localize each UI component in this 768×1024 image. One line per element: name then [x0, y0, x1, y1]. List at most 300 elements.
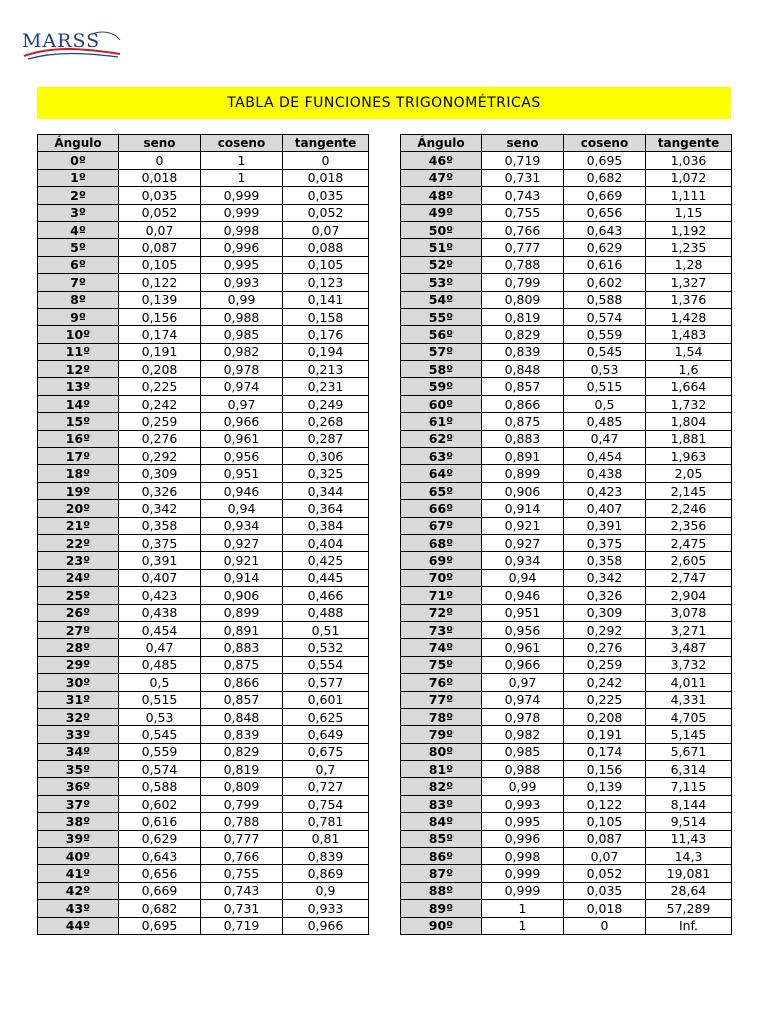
- sine-cell: 0,018: [119, 169, 201, 186]
- cosine-cell: 0,616: [564, 256, 646, 273]
- table-row: [401, 274, 732, 291]
- cosine-cell: 0,656: [564, 204, 646, 221]
- table-row: [401, 239, 732, 256]
- table-row: [38, 221, 369, 238]
- cosine-cell: 0,07: [564, 848, 646, 865]
- sine-cell: 0,47: [119, 639, 201, 656]
- sine-cell: 0,326: [119, 482, 201, 499]
- sine-cell: 0,105: [119, 256, 201, 273]
- table-row: [401, 152, 732, 169]
- sine-cell: 0: [119, 152, 201, 169]
- sine-cell: 0,139: [119, 291, 201, 308]
- table-row: [401, 674, 732, 691]
- table-row: [38, 534, 369, 551]
- angle-cell: 72º: [401, 604, 482, 621]
- tangent-cell: 19,081: [646, 865, 732, 882]
- header-sine: seno: [482, 135, 564, 152]
- tangent-cell: 4,331: [646, 691, 732, 708]
- cosine-cell: 0,921: [201, 552, 283, 569]
- table-row: [38, 691, 369, 708]
- angle-cell: 31º: [38, 691, 119, 708]
- table-row: [401, 187, 732, 204]
- tangent-cell: 0,158: [283, 308, 369, 325]
- tangent-cell: 0,384: [283, 517, 369, 534]
- sine-cell: 0,156: [119, 308, 201, 325]
- tangent-cell: 1,804: [646, 413, 732, 430]
- tangent-cell: 57,289: [646, 900, 732, 917]
- table-row: [401, 361, 732, 378]
- table-row: [38, 795, 369, 812]
- cosine-cell: 0,682: [564, 169, 646, 186]
- table-row: [38, 830, 369, 847]
- sine-cell: 0,719: [482, 152, 564, 169]
- sine-cell: 0,829: [482, 326, 564, 343]
- tangent-cell: 0,554: [283, 656, 369, 673]
- table-row: [38, 761, 369, 778]
- tangent-cell: 1,036: [646, 152, 732, 169]
- table-row: [401, 761, 732, 778]
- sine-cell: 0,996: [482, 830, 564, 847]
- sine-cell: 0,515: [119, 691, 201, 708]
- tangent-cell: 0,364: [283, 500, 369, 517]
- angle-cell: 70º: [401, 569, 482, 586]
- cosine-cell: 0,927: [201, 534, 283, 551]
- angle-cell: 59º: [401, 378, 482, 395]
- table-row: [38, 865, 369, 882]
- angle-cell: 62º: [401, 430, 482, 447]
- cosine-cell: 0,988: [201, 308, 283, 325]
- tangent-cell: 0,404: [283, 534, 369, 551]
- cosine-cell: 0,515: [564, 378, 646, 395]
- table-row: [38, 395, 369, 412]
- tangent-cell: 1,072: [646, 169, 732, 186]
- tangent-cell: 0,754: [283, 795, 369, 812]
- tangent-cell: 0: [283, 152, 369, 169]
- table-row: [401, 778, 732, 795]
- tangent-cell: 0,07: [283, 221, 369, 238]
- tangent-cell: 0,268: [283, 413, 369, 430]
- tangent-cell: 1,327: [646, 274, 732, 291]
- cosine-cell: 0,961: [201, 430, 283, 447]
- angle-cell: 5º: [38, 239, 119, 256]
- angle-cell: 67º: [401, 517, 482, 534]
- tangent-cell: 0,425: [283, 552, 369, 569]
- angle-cell: 76º: [401, 674, 482, 691]
- sine-cell: 0,978: [482, 708, 564, 725]
- cosine-cell: 0,358: [564, 552, 646, 569]
- tangent-cell: 1,111: [646, 187, 732, 204]
- table-row: [401, 517, 732, 534]
- cosine-cell: 1: [201, 169, 283, 186]
- cosine-cell: 0,829: [201, 743, 283, 760]
- sine-cell: 0,982: [482, 726, 564, 743]
- cosine-cell: 0,743: [201, 882, 283, 899]
- tangent-cell: 0,7: [283, 761, 369, 778]
- sine-cell: 0,891: [482, 448, 564, 465]
- cosine-cell: 0,998: [201, 221, 283, 238]
- tangent-cell: 1,235: [646, 239, 732, 256]
- sine-cell: 0,883: [482, 430, 564, 447]
- table-row: [401, 465, 732, 482]
- tangent-cell: 1,6: [646, 361, 732, 378]
- sine-cell: 0,743: [482, 187, 564, 204]
- sine-cell: 0,602: [119, 795, 201, 812]
- angle-cell: 52º: [401, 256, 482, 273]
- table-row: [38, 274, 369, 291]
- cosine-cell: 0: [564, 917, 646, 934]
- tangent-cell: 1,28: [646, 256, 732, 273]
- header-tangent: tangente: [646, 135, 732, 152]
- table-row: [38, 604, 369, 621]
- table-row: [38, 465, 369, 482]
- table-row: [401, 204, 732, 221]
- table-row: [38, 552, 369, 569]
- tangent-cell: 0,035: [283, 187, 369, 204]
- table-row: [401, 865, 732, 882]
- sine-cell: 0,906: [482, 482, 564, 499]
- angle-cell: 12º: [38, 361, 119, 378]
- table-row: [401, 569, 732, 586]
- angle-cell: 74º: [401, 639, 482, 656]
- marss-logo: [22, 26, 122, 66]
- angle-cell: 73º: [401, 621, 482, 638]
- sine-cell: 0,974: [482, 691, 564, 708]
- cosine-cell: 0,052: [564, 865, 646, 882]
- tangent-cell: 0,81: [283, 830, 369, 847]
- angle-cell: 78º: [401, 708, 482, 725]
- cosine-cell: 0,643: [564, 221, 646, 238]
- angle-cell: 44º: [38, 917, 119, 934]
- tangent-cell: 2,904: [646, 587, 732, 604]
- table-row: [38, 256, 369, 273]
- angle-cell: 65º: [401, 482, 482, 499]
- trig-table-right-body: [401, 152, 732, 935]
- sine-cell: 0,995: [482, 813, 564, 830]
- sine-cell: 0,485: [119, 656, 201, 673]
- cosine-cell: 0,999: [201, 187, 283, 204]
- tangent-cell: 3,732: [646, 656, 732, 673]
- table-row: [38, 500, 369, 517]
- sine-cell: 0,875: [482, 413, 564, 430]
- sine-cell: 0,087: [119, 239, 201, 256]
- angle-cell: 23º: [38, 552, 119, 569]
- sine-cell: 0,342: [119, 500, 201, 517]
- table-row: [38, 917, 369, 934]
- trig-table-right: [400, 134, 732, 935]
- tangent-cell: 0,601: [283, 691, 369, 708]
- angle-cell: 24º: [38, 569, 119, 586]
- sine-cell: 1: [482, 900, 564, 917]
- cosine-cell: 0,891: [201, 621, 283, 638]
- cosine-cell: 0,035: [564, 882, 646, 899]
- table-row: [401, 291, 732, 308]
- tangent-cell: 1,963: [646, 448, 732, 465]
- tangent-cell: 3,078: [646, 604, 732, 621]
- angle-cell: 17º: [38, 448, 119, 465]
- sine-cell: 0,259: [119, 413, 201, 430]
- angle-cell: 6º: [38, 256, 119, 273]
- cosine-cell: 0,946: [201, 482, 283, 499]
- cosine-cell: 0,974: [201, 378, 283, 395]
- angle-cell: 4º: [38, 221, 119, 238]
- table-row: [38, 743, 369, 760]
- table-row: [401, 378, 732, 395]
- table-row: [38, 656, 369, 673]
- tangent-cell: 0,675: [283, 743, 369, 760]
- angle-cell: 35º: [38, 761, 119, 778]
- sine-cell: 0,998: [482, 848, 564, 865]
- table-row: [38, 674, 369, 691]
- sine-cell: 0,927: [482, 534, 564, 551]
- table-row: [401, 221, 732, 238]
- sine-cell: 0,857: [482, 378, 564, 395]
- tangent-cell: 2,246: [646, 500, 732, 517]
- cosine-cell: 0,485: [564, 413, 646, 430]
- tangent-cell: 0,052: [283, 204, 369, 221]
- table-row: [401, 413, 732, 430]
- sine-cell: 0,777: [482, 239, 564, 256]
- tangent-cell: 1,664: [646, 378, 732, 395]
- tangent-cell: 2,05: [646, 465, 732, 482]
- table-row: [38, 569, 369, 586]
- cosine-cell: 0,914: [201, 569, 283, 586]
- sine-cell: 0,242: [119, 395, 201, 412]
- angle-cell: 85º: [401, 830, 482, 847]
- cosine-cell: 0,875: [201, 656, 283, 673]
- sine-cell: 0,985: [482, 743, 564, 760]
- cosine-cell: 0,996: [201, 239, 283, 256]
- cosine-cell: 0,454: [564, 448, 646, 465]
- table-row: [401, 900, 732, 917]
- sine-cell: 0,53: [119, 708, 201, 725]
- cosine-cell: 0,97: [201, 395, 283, 412]
- tangent-cell: 3,271: [646, 621, 732, 638]
- tangent-cell: 0,105: [283, 256, 369, 273]
- cosine-cell: 0,602: [564, 274, 646, 291]
- sine-cell: 0,988: [482, 761, 564, 778]
- tangent-cell: 0,194: [283, 343, 369, 360]
- sine-cell: 0,669: [119, 882, 201, 899]
- tangent-cell: 0,577: [283, 674, 369, 691]
- tangent-cell: 7,115: [646, 778, 732, 795]
- angle-cell: 41º: [38, 865, 119, 882]
- cosine-cell: 0,174: [564, 743, 646, 760]
- cosine-cell: 0,259: [564, 656, 646, 673]
- table-row: [38, 813, 369, 830]
- sine-cell: 0,99: [482, 778, 564, 795]
- angle-cell: 55º: [401, 308, 482, 325]
- angle-cell: 48º: [401, 187, 482, 204]
- angle-cell: 86º: [401, 848, 482, 865]
- sine-cell: 0,999: [482, 882, 564, 899]
- table-header-row: [401, 135, 732, 152]
- cosine-cell: 0,225: [564, 691, 646, 708]
- cosine-cell: 0,695: [564, 152, 646, 169]
- header-sine: seno: [119, 135, 201, 152]
- tangent-cell: 0,176: [283, 326, 369, 343]
- cosine-cell: 0,809: [201, 778, 283, 795]
- sine-cell: 0,993: [482, 795, 564, 812]
- sine-cell: 0,934: [482, 552, 564, 569]
- sine-cell: 0,866: [482, 395, 564, 412]
- angle-cell: 39º: [38, 830, 119, 847]
- tangent-cell: 1,192: [646, 221, 732, 238]
- angle-cell: 29º: [38, 656, 119, 673]
- tangent-cell: 0,781: [283, 813, 369, 830]
- cosine-cell: 0,292: [564, 621, 646, 638]
- cosine-cell: 0,156: [564, 761, 646, 778]
- cosine-cell: 0,53: [564, 361, 646, 378]
- tangent-cell: 0,51: [283, 621, 369, 638]
- tangent-cell: 0,9: [283, 882, 369, 899]
- sine-cell: 0,559: [119, 743, 201, 760]
- sine-cell: 0,191: [119, 343, 201, 360]
- table-row: [401, 691, 732, 708]
- angle-cell: 28º: [38, 639, 119, 656]
- cosine-cell: 0,375: [564, 534, 646, 551]
- tangent-cell: 11,43: [646, 830, 732, 847]
- angle-cell: 25º: [38, 587, 119, 604]
- trig-table-left: [37, 134, 369, 935]
- angle-cell: 43º: [38, 900, 119, 917]
- tangent-cell: 0,625: [283, 708, 369, 725]
- angle-cell: 56º: [401, 326, 482, 343]
- angle-cell: 49º: [401, 204, 482, 221]
- table-row: [38, 778, 369, 795]
- sine-cell: 0,799: [482, 274, 564, 291]
- tangent-cell: 0,088: [283, 239, 369, 256]
- table-row: [401, 795, 732, 812]
- table-row: [401, 708, 732, 725]
- cosine-cell: 0,819: [201, 761, 283, 778]
- tangent-cell: 0,933: [283, 900, 369, 917]
- table-row: [38, 430, 369, 447]
- angle-cell: 8º: [38, 291, 119, 308]
- sine-cell: 0,839: [482, 343, 564, 360]
- table-row: [38, 291, 369, 308]
- angle-cell: 60º: [401, 395, 482, 412]
- header-angle: Ángulo: [401, 135, 482, 152]
- table-row: [38, 361, 369, 378]
- tangent-cell: 5,145: [646, 726, 732, 743]
- table-row: [401, 395, 732, 412]
- cosine-cell: 0,982: [201, 343, 283, 360]
- table-row: [401, 552, 732, 569]
- angle-cell: 14º: [38, 395, 119, 412]
- angle-cell: 40º: [38, 848, 119, 865]
- sine-cell: 0,438: [119, 604, 201, 621]
- tangent-cell: 28,64: [646, 882, 732, 899]
- angle-cell: 61º: [401, 413, 482, 430]
- angle-cell: 3º: [38, 204, 119, 221]
- angle-cell: 27º: [38, 621, 119, 638]
- angle-cell: 38º: [38, 813, 119, 830]
- cosine-cell: 0,342: [564, 569, 646, 586]
- table-row: [401, 343, 732, 360]
- tangent-cell: 0,141: [283, 291, 369, 308]
- table-row: [38, 413, 369, 430]
- cosine-cell: 0,309: [564, 604, 646, 621]
- cosine-cell: 0,208: [564, 708, 646, 725]
- tangent-cell: 2,747: [646, 569, 732, 586]
- angle-cell: 36º: [38, 778, 119, 795]
- table-row: [38, 482, 369, 499]
- cosine-cell: 0,559: [564, 326, 646, 343]
- angle-cell: 58º: [401, 361, 482, 378]
- tangent-cell: 1,54: [646, 343, 732, 360]
- angle-cell: 63º: [401, 448, 482, 465]
- tangent-cell: 0,649: [283, 726, 369, 743]
- sine-cell: 0,545: [119, 726, 201, 743]
- tangent-cell: 0,727: [283, 778, 369, 795]
- tangent-cell: 0,966: [283, 917, 369, 934]
- angle-cell: 81º: [401, 761, 482, 778]
- angle-cell: 20º: [38, 500, 119, 517]
- table-row: [401, 726, 732, 743]
- sine-cell: 0,174: [119, 326, 201, 343]
- cosine-cell: 0,731: [201, 900, 283, 917]
- cosine-cell: 0,906: [201, 587, 283, 604]
- cosine-cell: 0,276: [564, 639, 646, 656]
- tangent-cell: 2,356: [646, 517, 732, 534]
- angle-cell: 53º: [401, 274, 482, 291]
- angle-cell: 1º: [38, 169, 119, 186]
- cosine-cell: 0,423: [564, 482, 646, 499]
- cosine-cell: 0,574: [564, 308, 646, 325]
- tangent-cell: 1,428: [646, 308, 732, 325]
- cosine-cell: 0,719: [201, 917, 283, 934]
- sine-cell: 0,5: [119, 674, 201, 691]
- sine-cell: 0,035: [119, 187, 201, 204]
- tangent-cell: 1,376: [646, 291, 732, 308]
- table-row: [38, 517, 369, 534]
- angle-cell: 16º: [38, 430, 119, 447]
- cosine-cell: 0,242: [564, 674, 646, 691]
- cosine-cell: 0,995: [201, 256, 283, 273]
- cosine-cell: 0,883: [201, 639, 283, 656]
- angle-cell: 84º: [401, 813, 482, 830]
- angle-cell: 69º: [401, 552, 482, 569]
- header-tangent: tangente: [283, 135, 369, 152]
- tangent-cell: 2,605: [646, 552, 732, 569]
- tangent-cell: 3,487: [646, 639, 732, 656]
- tangent-cell: 1,881: [646, 430, 732, 447]
- sine-cell: 0,208: [119, 361, 201, 378]
- table-row: [401, 169, 732, 186]
- cosine-cell: 0,899: [201, 604, 283, 621]
- sine-cell: 0,391: [119, 552, 201, 569]
- angle-cell: 64º: [401, 465, 482, 482]
- table-header-row: [38, 135, 369, 152]
- angle-cell: 82º: [401, 778, 482, 795]
- tangent-cell: 14,3: [646, 848, 732, 865]
- table-row: [38, 326, 369, 343]
- sine-cell: 0,629: [119, 830, 201, 847]
- table-row: [38, 587, 369, 604]
- table-row: [38, 152, 369, 169]
- angle-cell: 75º: [401, 656, 482, 673]
- angle-cell: 18º: [38, 465, 119, 482]
- angle-cell: 0º: [38, 152, 119, 169]
- angle-cell: 34º: [38, 743, 119, 760]
- tangent-cell: 1,732: [646, 395, 732, 412]
- angle-cell: 54º: [401, 291, 482, 308]
- cosine-cell: 0,191: [564, 726, 646, 743]
- cosine-cell: 0,934: [201, 517, 283, 534]
- tangent-cell: 6,314: [646, 761, 732, 778]
- cosine-cell: 0,755: [201, 865, 283, 882]
- angle-cell: 42º: [38, 882, 119, 899]
